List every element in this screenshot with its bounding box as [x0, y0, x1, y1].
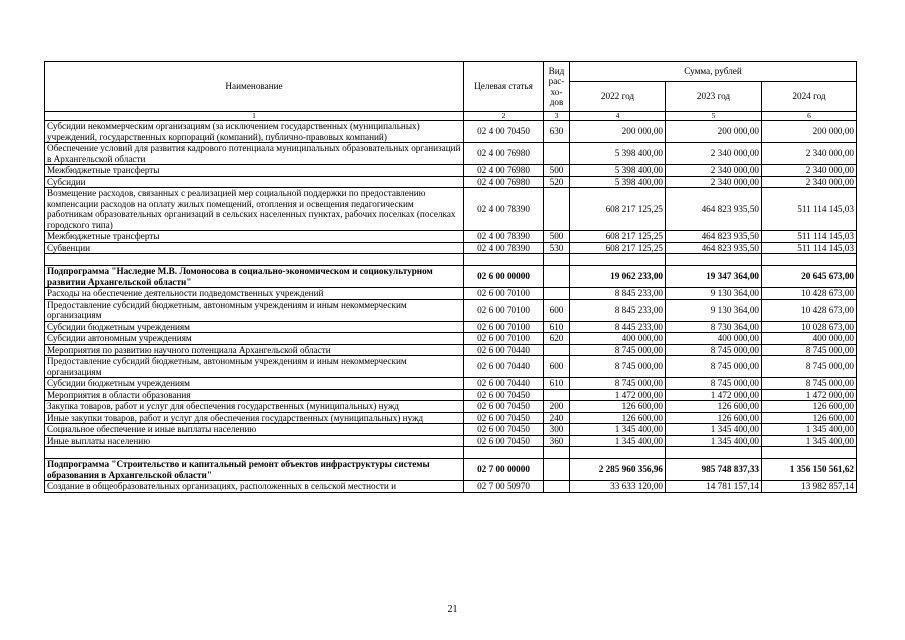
empty-cell	[762, 254, 857, 266]
row-name: Социальное обеспечение и иные выплаты населению	[45, 424, 464, 436]
row-sum-2024: 8 745 000,00	[762, 356, 857, 378]
row-sum-2023: 14 781 157,14	[666, 481, 762, 493]
row-expense-type	[544, 188, 570, 231]
empty-cell	[666, 254, 762, 266]
row-target-article: 02 4 00 78390	[464, 188, 544, 231]
column-number: 6	[762, 112, 857, 121]
row-expense-type: 520	[544, 176, 570, 188]
row-sum-2022: 200 000,00	[570, 121, 666, 143]
row-sum-2024: 126 600,00	[762, 412, 857, 424]
row-target-article: 02 6 00 70100	[464, 333, 544, 345]
spacer-row	[45, 254, 857, 266]
empty-cell	[45, 447, 464, 459]
table-row	[45, 288, 857, 300]
row-expense-type	[544, 389, 570, 401]
row-sum-2024: 13 982 857,14	[762, 481, 857, 493]
column-number: 1	[45, 112, 464, 121]
row-sum-2023: 2 340 000,00	[666, 176, 762, 188]
row-sum-2024: 511 114 145,03	[762, 242, 857, 254]
row-sum-2022: 5 398 400,00	[570, 165, 666, 177]
row-sum-2024: 8 745 000,00	[762, 344, 857, 356]
empty-cell	[464, 254, 544, 266]
row-sum-2023: 200 000,00	[666, 121, 762, 143]
empty-cell	[45, 254, 464, 266]
row-sum-2022: 1 472 000,00	[570, 389, 666, 401]
row-sum-2024: 511 114 145,03	[762, 188, 857, 231]
row-sum-2022: 1 345 400,00	[570, 435, 666, 447]
table-row	[45, 435, 857, 447]
row-sum-2023: 2 340 000,00	[666, 165, 762, 177]
header-target-article: Целевая статья	[464, 62, 544, 112]
table-row	[45, 176, 857, 188]
row-name: Предоставление субсидий бюджетным, автономным учреждениям и иным некоммерческим организациям	[45, 356, 464, 378]
row-name: Расходы на обеспечение деятельности подведомственных учреждений	[45, 288, 464, 300]
row-sum-2024: 10 428 673,00	[762, 299, 857, 321]
table-row	[45, 401, 857, 413]
row-target-article: 02 6 00 70450	[464, 389, 544, 401]
row-name: Межбюджетные трансферты	[45, 165, 464, 177]
row-name: Мероприятия по развитию научного потенциала Архангельской области	[45, 344, 464, 356]
row-name: Иные выплаты населению	[45, 435, 464, 447]
row-name: Обеспечение условий для развития кадрового потенциала муниципальных образовательных организаций в Архангельской области	[45, 143, 464, 165]
row-sum-2024: 511 114 145,03	[762, 231, 857, 243]
row-target-article: 02 6 00 70100	[464, 288, 544, 300]
row-name: Иные закупки товаров, работ и услуг для обеспечения государственных (муниципальных) нужд	[45, 412, 464, 424]
row-sum-2024: 2 340 000,00	[762, 143, 857, 165]
row-target-article: 02 6 00 70100	[464, 299, 544, 321]
header-expense-type: Вид рас-хо-дов	[544, 62, 570, 112]
table-row	[45, 481, 857, 493]
row-sum-2022: 33 633 120,00	[570, 481, 666, 493]
row-sum-2023: 464 823 935,50	[666, 242, 762, 254]
row-target-article: 02 6 00 70450	[464, 412, 544, 424]
table-row	[45, 165, 857, 177]
row-sum-2022: 8 445 233,00	[570, 321, 666, 333]
table-row	[45, 333, 857, 345]
column-number: 4	[570, 112, 666, 121]
table-body	[45, 121, 857, 493]
row-sum-2023: 1 472 000,00	[666, 389, 762, 401]
row-target-article: 02 7 00 50970	[464, 481, 544, 493]
table-row	[45, 459, 857, 481]
row-target-article: 02 6 00 70450	[464, 401, 544, 413]
row-target-article: 02 6 00 70440	[464, 378, 544, 390]
row-expense-type: 630	[544, 121, 570, 143]
row-sum-2022: 608 217 125,25	[570, 231, 666, 243]
table-row	[45, 143, 857, 165]
row-name: Мероприятия в области образования	[45, 389, 464, 401]
row-sum-2023: 400 000,00	[666, 333, 762, 345]
row-name: Создание в общеобразовательных организациях, расположенных в сельской местности и	[45, 481, 464, 493]
row-target-article: 02 4 00 76980	[464, 143, 544, 165]
row-expense-type	[544, 288, 570, 300]
row-target-article: 02 4 00 78390	[464, 231, 544, 243]
row-sum-2023: 985 748 837,33	[666, 459, 762, 481]
row-expense-type: 610	[544, 378, 570, 390]
empty-cell	[666, 447, 762, 459]
row-sum-2022: 1 345 400,00	[570, 424, 666, 436]
table-row	[45, 378, 857, 390]
row-sum-2022: 8 745 000,00	[570, 378, 666, 390]
row-sum-2022: 608 217 125,25	[570, 242, 666, 254]
table-row	[45, 389, 857, 401]
empty-cell	[762, 447, 857, 459]
row-sum-2022: 400 000,00	[570, 333, 666, 345]
row-sum-2023: 8 745 000,00	[666, 378, 762, 390]
row-sum-2024: 1 472 000,00	[762, 389, 857, 401]
table-row	[45, 121, 857, 143]
empty-cell	[464, 447, 544, 459]
row-expense-type: 240	[544, 412, 570, 424]
row-sum-2022: 2 285 960 356,96	[570, 459, 666, 481]
row-target-article: 02 6 00 70440	[464, 356, 544, 378]
row-sum-2022: 5 398 400,00	[570, 143, 666, 165]
row-expense-type: 360	[544, 435, 570, 447]
header-year-2024: 2024 год	[762, 82, 857, 112]
row-sum-2023: 126 600,00	[666, 401, 762, 413]
row-expense-type: 200	[544, 401, 570, 413]
column-number: 3	[544, 112, 570, 121]
row-name: Субсидии бюджетным учреждениям	[45, 321, 464, 333]
row-sum-2024: 20 645 673,00	[762, 266, 857, 288]
table-row	[45, 424, 857, 436]
row-sum-2022: 8 745 000,00	[570, 344, 666, 356]
empty-cell	[570, 254, 666, 266]
table-row	[45, 266, 857, 288]
header-year-2023: 2023 год	[666, 82, 762, 112]
row-expense-type	[544, 344, 570, 356]
row-sum-2024: 200 000,00	[762, 121, 857, 143]
row-expense-type: 500	[544, 231, 570, 243]
row-target-article: 02 6 00 00000	[464, 266, 544, 288]
row-sum-2022: 126 600,00	[570, 401, 666, 413]
table-row	[45, 231, 857, 243]
row-name: Субвенции	[45, 242, 464, 254]
table-row	[45, 412, 857, 424]
row-sum-2024: 10 028 673,00	[762, 321, 857, 333]
row-sum-2023: 9 130 364,00	[666, 299, 762, 321]
table-row	[45, 299, 857, 321]
page-number: 21	[447, 604, 458, 615]
row-name: Субсидии некоммерческим организациям (за исключением государственных (муниципальных) учреждений, государственных корпораций (компаний), публично-правовых компаний)	[45, 121, 464, 143]
table-row	[45, 188, 857, 231]
row-expense-type: 600	[544, 356, 570, 378]
row-sum-2023: 464 823 935,50	[666, 231, 762, 243]
row-sum-2024: 126 600,00	[762, 401, 857, 413]
row-name: Субсидии	[45, 176, 464, 188]
row-sum-2023: 2 340 000,00	[666, 143, 762, 165]
table-row	[45, 356, 857, 378]
table-row	[45, 242, 857, 254]
row-sum-2024: 1 345 400,00	[762, 435, 857, 447]
row-sum-2022: 8 845 233,00	[570, 288, 666, 300]
column-number: 5	[666, 112, 762, 121]
column-number-row	[45, 112, 857, 121]
table-row	[45, 321, 857, 333]
row-name: Субсидии бюджетным учреждениям	[45, 378, 464, 390]
row-sum-2023: 9 130 364,00	[666, 288, 762, 300]
row-sum-2023: 19 347 364,00	[666, 266, 762, 288]
row-sum-2024: 400 000,00	[762, 333, 857, 345]
row-sum-2023: 126 600,00	[666, 412, 762, 424]
row-name: Закупка товаров, работ и услуг для обеспечения государственных (муниципальных) нужд	[45, 401, 464, 413]
row-expense-type	[544, 266, 570, 288]
row-name: Межбюджетные трансферты	[45, 231, 464, 243]
row-target-article: 02 4 00 78390	[464, 242, 544, 254]
row-expense-type	[544, 459, 570, 481]
row-name: Подпрограмма "Наследие М.В. Ломоносова в социально-экономическом и социокультурном развитии Архангельской области"	[45, 266, 464, 288]
row-sum-2023: 8 745 000,00	[666, 356, 762, 378]
row-name: Субсидии автономным учреждениям	[45, 333, 464, 345]
row-name: Подпрограмма "Строительство и капитальный ремонт объектов инфраструктуры системы образования в Архангельской области"	[45, 459, 464, 481]
budget-table	[44, 61, 857, 493]
row-sum-2024: 1 345 400,00	[762, 424, 857, 436]
row-name: Возмещение расходов, связанных с реализацией мер социальной поддержки по предоставлению компенсации расходов на оплату жилых помещений, отопления и освещения педагогическим работникам образовательных организаций в сельских населенных пунктах, рабочих поселках (поселках городского типа)	[45, 188, 464, 231]
row-sum-2023: 8 730 364,00	[666, 321, 762, 333]
row-sum-2023: 8 745 000,00	[666, 344, 762, 356]
column-number: 2	[464, 112, 544, 121]
row-sum-2022: 19 062 233,00	[570, 266, 666, 288]
row-target-article: 02 4 00 76980	[464, 165, 544, 177]
header-year-2022: 2022 год	[570, 82, 666, 112]
row-expense-type: 620	[544, 333, 570, 345]
row-sum-2022: 126 600,00	[570, 412, 666, 424]
row-sum-2023: 464 823 935,50	[666, 188, 762, 231]
row-sum-2022: 5 398 400,00	[570, 176, 666, 188]
spacer-row	[45, 447, 857, 459]
row-expense-type: 300	[544, 424, 570, 436]
row-sum-2024: 2 340 000,00	[762, 176, 857, 188]
row-sum-2024: 8 745 000,00	[762, 378, 857, 390]
row-target-article: 02 6 00 70450	[464, 435, 544, 447]
row-expense-type	[544, 481, 570, 493]
row-sum-2022: 608 217 125,25	[570, 188, 666, 231]
row-target-article: 02 6 00 70100	[464, 321, 544, 333]
header-name: Наименование	[45, 62, 464, 112]
row-expense-type: 600	[544, 299, 570, 321]
row-expense-type: 500	[544, 165, 570, 177]
row-target-article: 02 4 00 76980	[464, 176, 544, 188]
row-sum-2022: 8 745 000,00	[570, 356, 666, 378]
row-target-article: 02 6 00 70450	[464, 424, 544, 436]
row-sum-2023: 1 345 400,00	[666, 424, 762, 436]
row-sum-2022: 8 845 233,00	[570, 299, 666, 321]
row-target-article: 02 4 00 70450	[464, 121, 544, 143]
row-sum-2023: 1 345 400,00	[666, 435, 762, 447]
empty-cell	[544, 254, 570, 266]
row-sum-2024: 10 428 673,00	[762, 288, 857, 300]
empty-cell	[544, 447, 570, 459]
empty-cell	[570, 447, 666, 459]
row-sum-2024: 2 340 000,00	[762, 165, 857, 177]
row-target-article: 02 6 00 70440	[464, 344, 544, 356]
table-row	[45, 344, 857, 356]
row-expense-type	[544, 143, 570, 165]
row-name: Предоставление субсидий бюджетным, автономным учреждениям и иным некоммерческим организациям	[45, 299, 464, 321]
row-expense-type: 610	[544, 321, 570, 333]
header-sum: Сумма, рублей	[570, 62, 857, 82]
row-expense-type: 530	[544, 242, 570, 254]
row-target-article: 02 7 00 00000	[464, 459, 544, 481]
row-sum-2024: 1 356 150 561,62	[762, 459, 857, 481]
